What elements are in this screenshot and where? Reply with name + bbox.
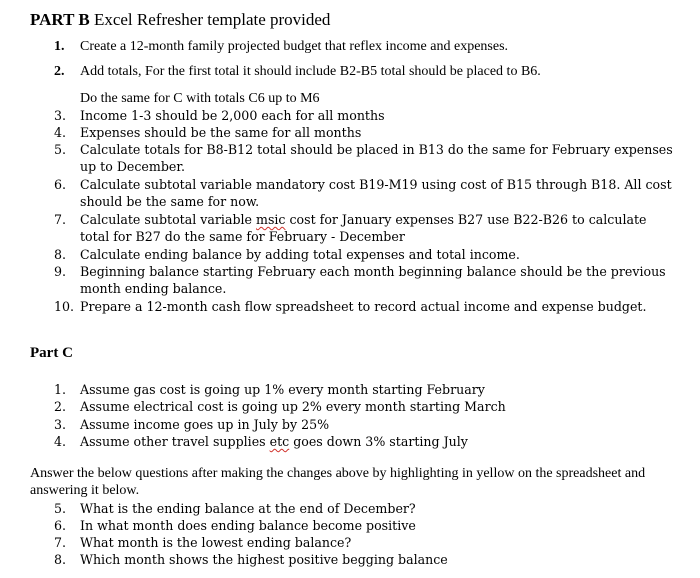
list-item-text: Assume income goes up in July by 25% [80,417,330,432]
list-item-text: What month is the lowest ending balance? [80,535,352,550]
list-item-text: Calculate totals for B8-B12 total should be placed in B13 do the same for February expenses up to December. [80,142,673,174]
list-item-text [80,433,676,450]
list-item-text-part: Calculate subtotal variable [80,212,256,227]
list-item-number: 6. [54,177,67,192]
list-item-number: 5. [54,142,67,157]
list-item-number: 9. [54,264,67,279]
list-item-text: Expenses should be the same for all months [80,125,362,140]
list-item-number: 1. [54,39,65,54]
list-item-text-part: goes down 3% starting July [289,434,468,449]
list-item-text: Do the same for C with totals C6 up to M6 [80,91,320,106]
list-item [54,107,676,124]
list-item-number: 3. [54,108,67,123]
question-item [54,500,676,517]
spellcheck-underlined-word: msic [256,212,286,227]
list-item [54,298,676,315]
list-item-text: Calculate subtotal variable mandatory cost B19-M19 using cost of B15 through B18. All cost should be the same for now. [80,177,672,209]
list-item-number: 7. [54,535,67,550]
list-item [54,124,676,141]
list-item-number: 2. [54,64,65,79]
part-b-heading [30,10,330,30]
list-item-text: Income 1-3 should be 2,000 each for all months [80,108,385,123]
list-item-text-part: cost for January expenses B27 use B22-B26 to calculate total for B27 do the same for February - December [80,212,647,244]
list-item-text: Which month shows the highest positive begging balance [80,552,448,567]
list-item [54,141,676,175]
list-item [54,398,676,415]
list-item [54,38,676,55]
question-item [54,517,676,534]
list-item-text [80,211,676,245]
list-item-number: 10. [54,299,75,314]
list-item-text: What is the ending balance at the end of December? [80,501,416,516]
part-c-heading: Part C [30,345,73,361]
list-item-number: 5. [54,501,67,516]
list-item-text: In what month does ending balance become positive [80,518,416,533]
list-item-text: Calculate ending balance by adding total expenses and total income. [80,247,520,262]
list-item [54,246,676,263]
list-item-text: Beginning balance starting February each month beginning balance should be the previous month ending balance. [80,264,666,296]
list-item [54,63,676,80]
question-item [54,534,676,551]
instructions-paragraph: Answer the below questions after making the changes above by highlighting in yellow on the spreadsheet and answering it below. [30,466,646,498]
list-item-text: Assume electrical cost is going up 2% every month starting March [80,399,506,414]
list-item-number: 7. [54,212,67,227]
part-b-heading-rest: Excel Refresher template provided [89,10,331,29]
list-item-text-part: Assume other travel supplies [80,434,270,449]
list-item-text: Create a 12-month family projected budget that reflex income and expenses. [80,39,509,54]
list-item-number: 8. [54,247,67,262]
part-b-label: PART B [30,10,90,29]
list-item [54,416,676,433]
list-item-number: 3. [54,417,67,432]
list-item [54,263,676,297]
question-item [54,551,676,568]
list-item-text: Prepare a 12-month cash flow spreadsheet to record actual income and expense budget. [80,299,647,314]
list-item-text: Assume gas cost is going up 1% every month starting February [80,382,485,397]
list-item-continuation [54,90,676,107]
list-item-number: 6. [54,518,67,533]
list-item-number: 4. [54,434,67,449]
list-item-number: 8. [54,552,67,567]
list-item [54,433,676,450]
list-item-text: Add totals, For the first total it should include B2-B5 total should be placed to B6. [80,64,541,79]
list-item-number: 4. [54,125,67,140]
list-item-number: 1. [54,382,67,397]
list-item-number: 2. [54,399,67,414]
list-item [54,211,676,245]
spellcheck-underlined-word: etc [269,434,290,449]
list-item [54,381,676,398]
list-item [54,176,676,210]
